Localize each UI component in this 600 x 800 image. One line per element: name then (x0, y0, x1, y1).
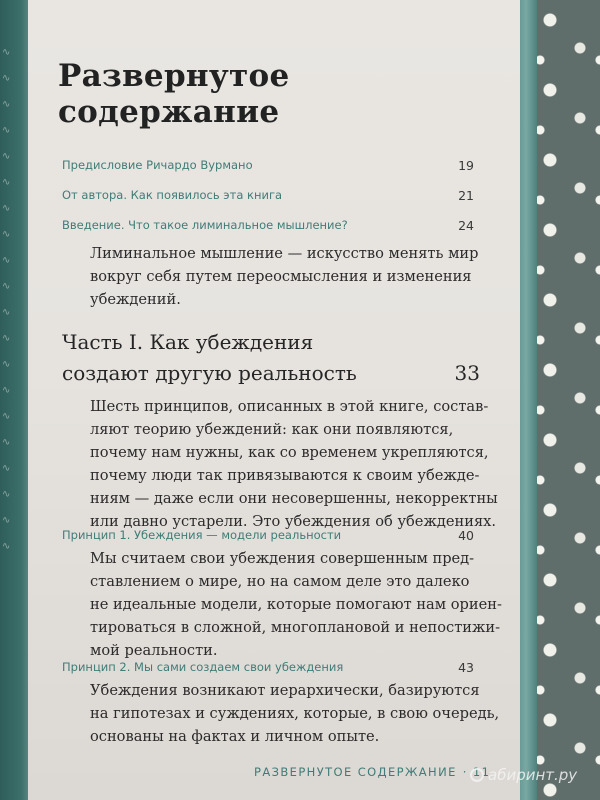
principle-1-description (90, 547, 502, 662)
part-1-description (90, 395, 498, 533)
description-line: не идеальные модели, которые помогают нам ориен- (90, 596, 502, 613)
running-head: РАЗВЕРНУТОЕ СОДЕРЖАНИЕ (254, 765, 457, 779)
toc-entry-page: 19 (458, 158, 474, 173)
description-line: ставлением о мире, но на самом деле это далеко (90, 573, 470, 590)
introduction-description (90, 242, 490, 311)
page-number: · 11 (462, 765, 491, 779)
part-1-heading (62, 327, 480, 389)
description-line: Убеждения возникают иерархически, базируются (90, 682, 480, 699)
background-cover-left (0, 0, 30, 800)
description-line: или давно устарели. Это убеждения об убеждениях. (90, 513, 497, 530)
part-title-line: Часть I. Как убеждения (62, 330, 314, 354)
description-line: основаны на фактах и личном опыте. (90, 728, 380, 745)
description-line: мой реальности. (90, 642, 218, 659)
background-lace (530, 0, 600, 800)
description-line: Шесть принципов, описанных в этой книге, состав- (90, 398, 489, 415)
description-line: тироваться в сложной, многоплановой и непостижи- (90, 619, 501, 636)
toc-entry-label: Принцип 2. Мы сами создаем свои убеждения (62, 660, 344, 674)
running-footer (254, 765, 490, 779)
toc-entry-label: Введение. Что такое лиминальное мышление? (62, 218, 348, 232)
toc-entry-page: 43 (458, 660, 474, 675)
part-title-line: создают другую реальность (62, 361, 357, 385)
description-line: почему нам нужны, как со временем укрепляются, (90, 444, 489, 461)
page-title: Развернутое содержание (58, 58, 290, 130)
toc-entry-page: 24 (458, 218, 474, 233)
part-1-page: 33 (454, 361, 480, 385)
toc-entry-label: От автора. Как появилось эта книга (62, 188, 283, 202)
principle-2-description (90, 679, 500, 748)
watermark-logo-icon (470, 768, 484, 782)
toc-entry-page: 21 (458, 188, 474, 203)
description-line: Лиминальное мышление — искусство менять мир (90, 245, 479, 262)
background-page-text: ∿ ∿ ∿ ∿ ∿ ∿ ∿ ∿ ∿ ∿ ∿ ∿ ∿ ∿ ∿ ∿ ∿ ∿ ∿ ∿ (2, 47, 11, 552)
watermark (470, 766, 577, 784)
description-line: Мы считаем свои убеждения совершенным пред- (90, 550, 475, 567)
description-line: на гипотезах и суждениях, которые, в свою очередь, (90, 705, 500, 722)
description-line: ниям — даже если они несовершенны, некорректны (90, 490, 498, 507)
description-line: ляют теорию убеждений: как они появляются, (90, 421, 454, 438)
watermark-text: абиринт.ру (488, 766, 578, 784)
description-line: убеждений. (90, 291, 181, 308)
description-line: вокруг себя путем переосмысления и изменения (90, 268, 472, 285)
book-page (28, 0, 520, 800)
toc-entry-label: Принцип 1. Убеждения — модели реальности (62, 528, 342, 542)
toc-entry-page: 40 (458, 528, 474, 543)
toc-entry-label: Предисловие Ричардо Вурмано (62, 158, 253, 172)
description-line: почему люди так привязываются к своим убежде- (90, 467, 480, 484)
